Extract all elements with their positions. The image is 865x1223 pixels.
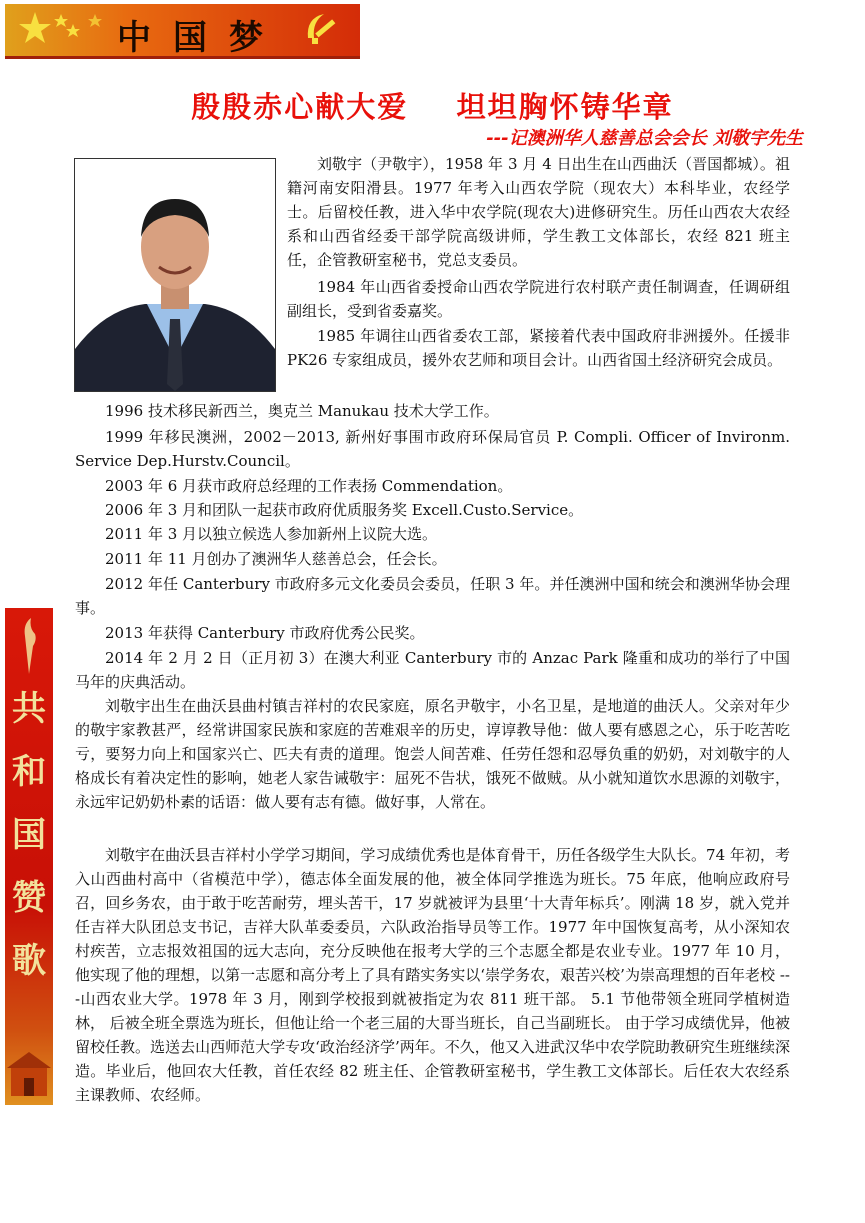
paragraph-2014: 2014 年 2 月 2 日（正月初 3）在澳大利亚 Canterbury 市的 Anzac Park 隆重和成功的举行了中国马年的庆典活动。: [75, 649, 790, 691]
paragraph-2003: 2003 年 6 月获市政府总经理的工作表扬 Commendation。: [105, 477, 513, 495]
side-banner: [5, 608, 53, 1105]
gate-tower-icon: [7, 1038, 51, 1098]
paragraph-2011-nov: 2011 年 11 月创办了澳洲华人慈善总会，任会长。: [105, 550, 447, 568]
paragraph-2011-march: 2011 年 3 月以独立候选人参加新州上议院大选。: [105, 525, 438, 543]
paragraph-1984: 1984 年山西省委授命山西农学院进行农村联产责任制调查，任调研组副组长，受到省委嘉奖。: [287, 278, 790, 320]
hammer-sickle-icon: [300, 8, 340, 52]
paragraph-intro: 刘敬宇（尹敬宇），1958 年 3 月 4 日出生在山西曲沃（晋国都城）。祖籍河南安阳滑县。1977 年考入山西农学院（现农大）本科毕业，农经学士。后留校任教，进入华中农学院(现农大)进修研究生。历任山西农大农经系和山西省经委干部学院高级讲师，学生教工文体部长，农经 821 班主任，企管教研室秘书，党总支委员。: [287, 155, 790, 269]
paragraph-2013: 2013 年获得 Canterbury 市政府优秀公民奖。: [105, 624, 425, 642]
paragraph-2012: 2012 年任 Canterbury 市政府多元文化委员会委员，任职 3 年。并任澳洲中国和统会和澳洲华协会理事。: [75, 575, 790, 617]
paragraph-1985: 1985 年调往山西省委农工部，紧接着代表中国政府非洲援外。任援非 PK26 专家组成员，援外农艺师和项目会计。山西省国土经济研究会成员。: [287, 327, 790, 369]
article-subtitle: ---记澳洲华人慈善总会会长 刘敬宇先生: [486, 128, 803, 149]
portrait-photo: [74, 158, 276, 392]
banner-title: 中国梦: [117, 18, 285, 58]
chinese-dream-banner: [5, 4, 360, 59]
portrait-illustration: [75, 159, 275, 391]
paragraph-1999: 1999 年移民澳洲，2002－2013, 新州好事围市政府环保局官员 P. Compli. Officer of Invironm. Service Dep.Hurstv.Council。: [75, 428, 790, 470]
paragraph-school: 刘敬宇在曲沃县吉祥村小学学习期间，学习成绩优秀也是体育骨干，历任各级学生大队长。74 年初，考入山西曲村高中（省模范中学），德志体全面发展的他，被全体同学推选为班长。75 年底，他响应政府号召，回乡务农，由于敢于吃苦耐劳，埋头苦干，17 岁就被评为县里‘十大青年标兵’。刚满 18 岁，就入党并任吉祥大队团总支书记，吉祥大队革委委员，六队政治指导员等工作。1977 年中国恢复高考，从小深知农村疾苦，立志报效祖国的远大志向，充分反映他在报考大学的三个志愿全都是农业专业。1977 年 10 月，他实现了他的理想，以第一志愿和高分考上了具有踏实务实以‘崇学务农，艰苦兴校’为崇高理想的百年老校 ---山西农业大学。1978 年 3 月，刚到学校报到就被指定为农 811 班干部。 5.1 节他带领全班同学植树造林， 后被全班全票选为班长，但他让给一个老三届的大哥当班长，自己当副班长。 由于学习成绩优异，他被留校任教。选送去山西师范大学专攻‘政治经济学’两年。不久，他又入进武汉华中农学院助教研究生班继续深造。毕业后，他回农大任教，首任农经 82 班主任、企管教研室秘书，学生教工文体部长。后任农大农经系主课教师、农经师。: [75, 846, 790, 1104]
article-title: 殷殷赤心献大爱 坦坦胸怀铸华章: [191, 90, 674, 124]
paragraph-2006: 2006 年 3 月和团队一起获市政府优质服务奖 Excell.Custo.Service。: [105, 501, 584, 519]
paragraph-1996: 1996 技术移民新西兰，奥克兰 Manukau 技术大学工作。: [105, 402, 499, 420]
side-banner-text: [5, 678, 53, 993]
torch-decoration: [13, 616, 45, 676]
side-banner-label: 共和国赞歌: [12, 689, 46, 981]
paragraph-family: 刘敬宇出生在曲沃县曲村镇吉祥村的农民家庭，原名尹敬宇，小名卫星，是地道的曲沃人。父亲对年少的敬宇家教甚严，经常讲国家民族和家庭的苦难艰辛的历史，谆谆教导他：做人要有感恩之心，乐于吃苦吃亏，要努力向上和国家兴亡、匹夫有责的道理。饱尝人间苦难、任劳任怨和忍辱负重的奶奶，对刘敬宇的人格成长有着决定性的影响，她老人家告诫敬宇：屈死不告状，饿死不做贼。从小就知道饮水思源的刘敬宇，永远牢记奶奶朴素的话语：做人要有志有德。做好事，人常在。: [75, 697, 790, 811]
